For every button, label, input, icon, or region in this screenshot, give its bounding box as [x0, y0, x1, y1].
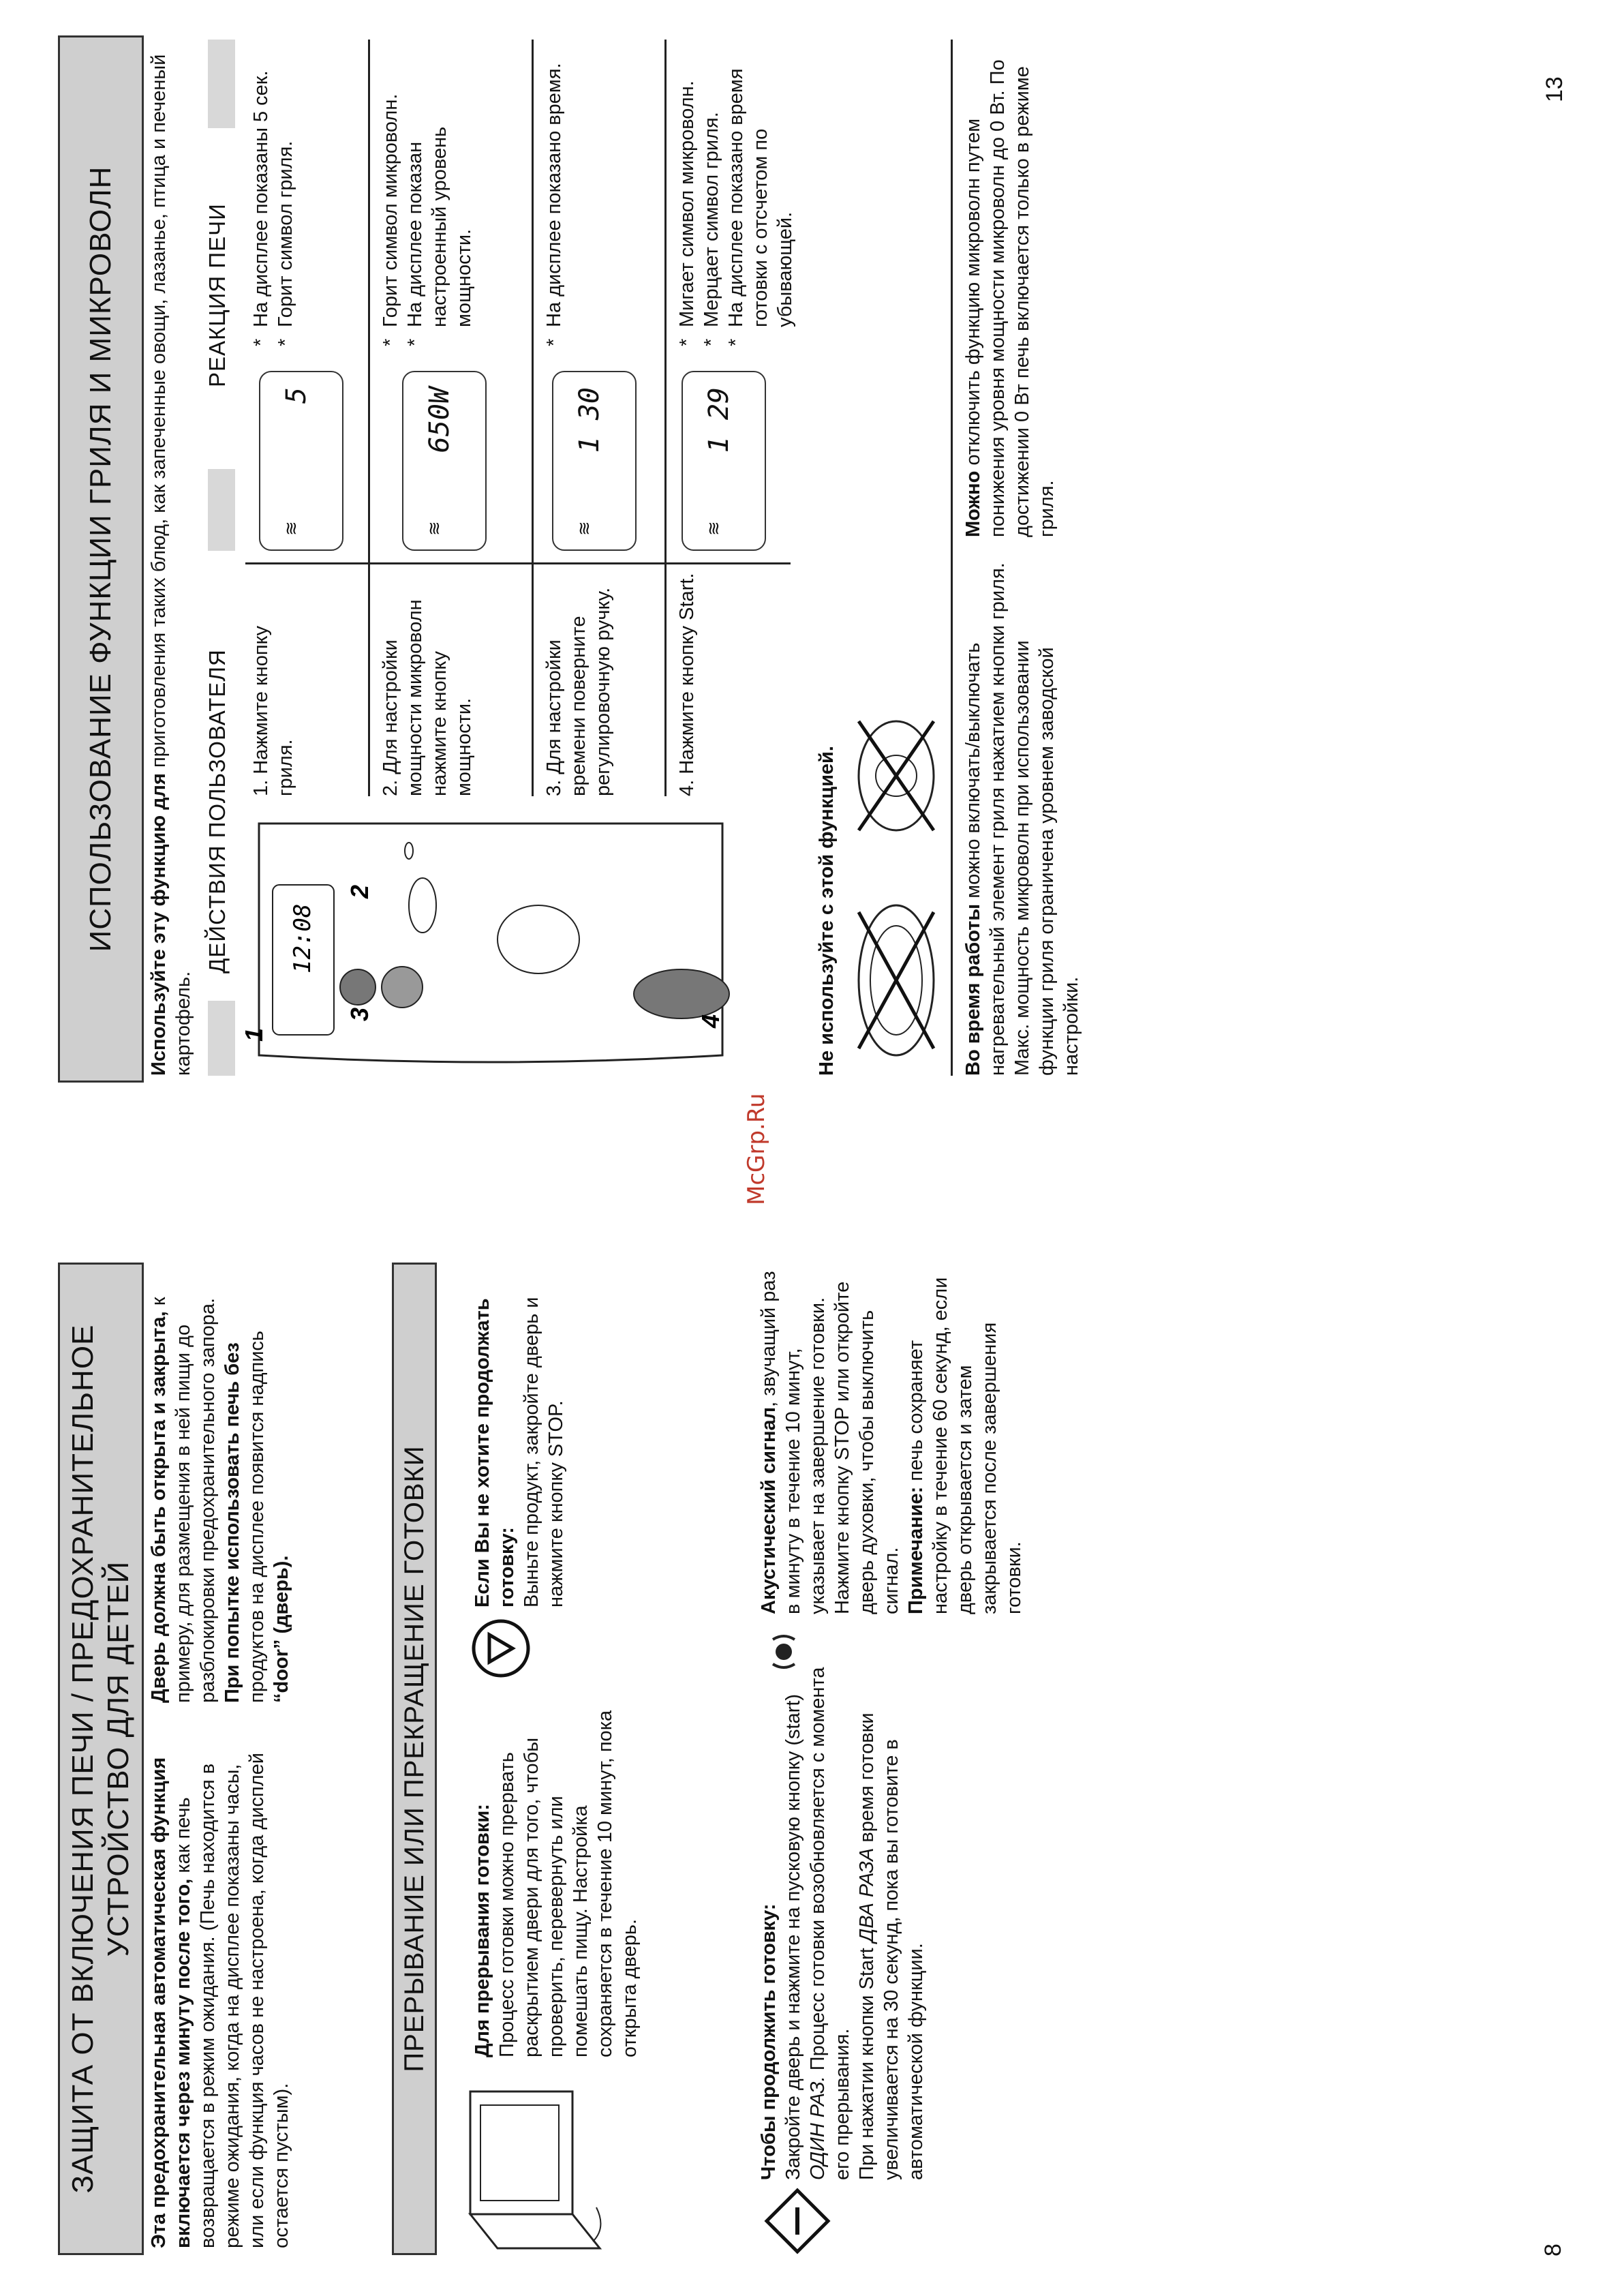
step-4-display — [682, 371, 766, 551]
step-4-action: 4. Нажмите кнопку Start. — [676, 573, 698, 796]
prohibited-dishes-illustration — [852, 660, 940, 1069]
interrupt-bold: Для прерывания готовки: — [472, 1804, 493, 2057]
continue-italic-1: ОДИН РАЗ. — [807, 2076, 829, 2180]
section-title-interrupt: ПРЕРЫВАНИЕ ИЛИ ПРЕКРАЩЕНИЕ ГОТОВКИ — [392, 1263, 437, 2255]
title-line-1: ЗАЩИТА ОТ ВКЛЮЧЕНИЯ ПЕЧИ / ПРЕДОХРАНИТЕЛЬНОЕ — [66, 1324, 100, 2194]
attempt-text: продуктов на дисплее появится надпись — [246, 1330, 268, 1703]
intro-bold: Используйте эту функцию для — [148, 773, 170, 1076]
attempt-door: “door” (дверь). — [271, 1555, 292, 1703]
step-2-responses — [378, 40, 476, 346]
step-1-display — [259, 371, 343, 551]
stop-bold: Если Вы не хотите продолжать готовку: — [472, 1298, 518, 1607]
row-divider-3 — [664, 40, 667, 796]
step-4-response-1: * Мигает символ микроволн. — [675, 40, 699, 346]
microwave-symbol-icon: ≋ — [574, 521, 594, 536]
section-title-child-lock — [58, 1263, 144, 2255]
step-2-response-2: * На дисплее показан настроенный уровень мощности. — [403, 40, 476, 346]
note-text: печь сохраняет настройку в течение 60 секунд, если дверь открывается и затем закрывается после завершения готовки. — [905, 1277, 1025, 1614]
attempt-bold: При попытке использовать печь без — [221, 1342, 243, 1703]
grill-symbol-icon: ≋ — [281, 521, 301, 536]
continue-text-1: Закройте дверь и нажмите на пусковую кнопку (start) — [782, 1693, 804, 2180]
step-2-response-1: * Горит символ микроволн. — [378, 40, 403, 346]
panel-label-1: 1 — [240, 1027, 268, 1042]
during-bold: Во время работы — [962, 903, 984, 1076]
microwave-symbol-icon: ≋ — [424, 521, 444, 536]
step-2-display — [402, 371, 487, 551]
step-1-display-value: 5 — [281, 387, 312, 404]
continue-bold: Чтобы продолжить готовку: — [758, 1903, 780, 2180]
step-1-responses — [249, 40, 298, 346]
panel-label-2: 2 — [346, 884, 373, 898]
header-bar-left — [208, 1001, 235, 1076]
watermark: McGrp.Ru — [743, 1093, 770, 1205]
row-divider-1 — [368, 40, 370, 796]
panel-label-3: 3 — [346, 1007, 373, 1021]
signal-text: , звучащий раз в минуту в течение 10 минут, указывает на завершение готовки. Нажмите кнопку STOP или откройте дверь духовки, чтобы выключить сигнал. — [758, 1271, 902, 1614]
step-2-action: 2. Для настройки мощности микроволн нажмите кнопку мощности. — [380, 599, 475, 796]
beep-icon — [763, 1625, 804, 1679]
step-2-display-value: 650W — [424, 387, 455, 453]
microwave-symbol-icon: ≋ — [703, 521, 724, 536]
column-divider — [245, 562, 791, 564]
header-bar-right — [208, 40, 235, 128]
step-1-response-1: * На дисплее показаны 5 сек. — [249, 40, 273, 346]
can-paragraph — [961, 40, 1059, 537]
control-panel-illustration — [240, 803, 736, 1076]
stop-paragraph — [470, 1267, 568, 1607]
signal-bold: Акустический сигнал — [758, 1406, 780, 1614]
intro-text: приготовления таких блюд, как запеченные овощи, лазанье, птица и печеный картофель. — [148, 54, 194, 1076]
door-paragraph — [147, 1267, 294, 1703]
safety-paragraph — [147, 1730, 294, 2248]
step-1-action: 1. Нажмите кнопку гриля. — [250, 625, 296, 796]
stop-icon — [470, 1618, 532, 1679]
intro-paragraph — [147, 46, 196, 1076]
dont-use-label: Не используйте с этой функцией. — [816, 746, 838, 1076]
continue-italic-2: ДВА РАЗА — [856, 1847, 878, 1943]
header-bar-mid — [208, 469, 235, 551]
signal-paragraph — [756, 1267, 1026, 1614]
step-3-action: 3. Для настройки времени поверните регулировочную ручку. — [543, 587, 614, 796]
continue-text-2: Процесс готовки возобновляется с момента его прерывания. — [807, 1667, 853, 2180]
can-text: отключить функцию микроволн путем понижения уровня мощности микроволн до 0 Вт. По достижении 0 Вт печь включается только в режиме гриля. — [962, 59, 1058, 537]
step-4-responses — [675, 40, 797, 346]
during-work-paragraph — [961, 558, 1084, 1076]
open-oven-illustration — [443, 2064, 607, 2255]
continue-text-4: время готовки увеличивается на 30 секунд, пока вы готовите в автоматической функции. — [856, 1712, 927, 2180]
door-text: к примеру, для размещения в ней пищи до разблокировки предохранительного запора. — [148, 1297, 219, 1703]
step-4-response-2: * Мерцает символ гриля. — [699, 40, 724, 346]
interrupt-text: Процесс готовки можно прервать раскрытием двери для того, чтобы проверить, перевернуть или помешать пищу. Настройка сохраняется в течение 10 минут, пока открыта дверь. — [496, 1710, 641, 2057]
step-3-display-value: 1 30 — [574, 387, 605, 453]
step-3-response-1: * На дисплее показано время. — [542, 40, 566, 346]
note-bold: Примечание: — [905, 1486, 927, 1614]
page-number-right: 13 — [1542, 76, 1567, 102]
title-line-2: УСТРОЙСТВО ДЛЯ ДЕТЕЙ — [102, 1560, 135, 1957]
step-3-responses — [542, 40, 566, 346]
safety-text: как печь возвращается в режим ожидания. (Печь находится в режиме ожидания, когда на дисплее показаны часы, или если функция часов не настроена, когда дисплей остается пустым). — [172, 1752, 292, 2248]
step-4-response-3: * На дисплее показано время готовки с отсчетом по убывающей. — [724, 40, 797, 346]
column-header-oven: РЕАКЦИЯ ПЕЧИ — [204, 203, 230, 387]
panel-display-text: 12:08 — [289, 903, 316, 973]
panel-label-4: 4 — [697, 1014, 724, 1028]
start-icon — [763, 2187, 831, 2255]
section-title-grill-micro: ИСПОЛЬЗОВАНИЕ ФУНКЦИИ ГРИЛЯ И МИКРОВОЛН — [58, 35, 144, 1083]
row-divider-2 — [532, 40, 534, 796]
interrupt-paragraph — [470, 1703, 642, 2057]
step-1-response-2: * Горит символ гриля. — [273, 40, 298, 346]
can-bold: Можно — [962, 470, 984, 537]
continue-paragraph — [756, 1662, 928, 2180]
continue-text-3: При нажатии кнопки Start — [856, 1948, 878, 2180]
safety-bold: Эта предохранительная автоматическая функция включается через минуту после того, — [148, 1757, 194, 2248]
page-number-left: 8 — [1540, 2244, 1566, 2256]
during-text: можно включать/выключать нагревательный элемент гриля нажатием кнопки гриля. Макс. мощность микроволн при использовании функции гриля ограничена уровнем заводской настройки. — [962, 562, 1082, 1076]
door-bold: Дверь должна быть открыта и закрыта, — [148, 1311, 170, 1703]
step-3-display — [552, 371, 637, 551]
bottom-divider — [951, 40, 953, 1076]
step-4-display-value: 1 29 — [703, 387, 735, 453]
stop-text: Выньте продукт, закройте дверь и нажмите кнопку STOP. — [521, 1297, 567, 1607]
column-header-user: ДЕЙСТВИЯ ПОЛЬЗОВАТЕЛЯ — [204, 649, 230, 973]
